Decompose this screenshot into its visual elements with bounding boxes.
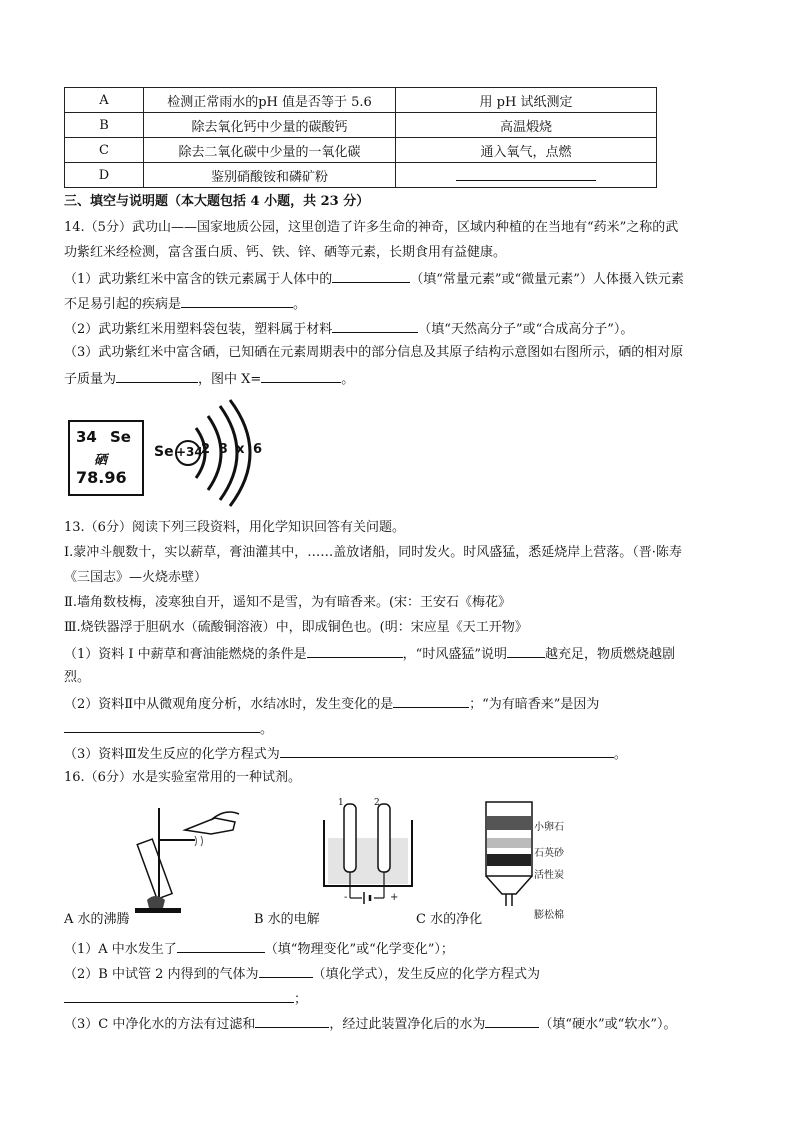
answer-blank[interactable] xyxy=(280,743,614,758)
q14-part3-line1: （3）武功紫红米中富含硒，已知硒在元素周期表中的部分信息及其原子结构示意图如右图所示，硒的相对原 xyxy=(64,345,684,360)
q13-material3: Ⅲ.烧铁器浮于胆矾水（硫酸铜溶液）中，即成铜色也。(明：宋应星《天工开物》 xyxy=(64,620,528,635)
boiling-apparatus-figure xyxy=(125,800,255,915)
q16-p3-text: （3）C 中净化水的方法有过滤和 xyxy=(64,1017,256,1032)
row-letter: B xyxy=(65,113,144,138)
answer-blank[interactable] xyxy=(116,368,198,383)
layer-label-cotton: 膨松棉 xyxy=(534,910,564,921)
tube-label-2: 2 xyxy=(374,798,380,808)
q14-part3-line2 xyxy=(64,368,354,390)
q13-part1-line1 xyxy=(64,643,675,665)
q16-part1 xyxy=(64,938,454,960)
nucleus-charge: +34 xyxy=(176,445,203,459)
q16-p3-text3: （填“硬水”或“软水”）。 xyxy=(539,1017,677,1032)
answer-blank[interactable] xyxy=(64,718,260,733)
answer-blank[interactable] xyxy=(507,643,545,658)
q13-part3 xyxy=(64,743,627,765)
row-purpose: 检测正常雨水的pH 值是否等于 5.6 xyxy=(144,88,396,113)
layer-label-sand: 石英砂 xyxy=(534,848,564,859)
answer-blank[interactable] xyxy=(259,963,313,978)
q14-p3-text: 子质量为 xyxy=(64,372,117,387)
punct: 。 xyxy=(341,372,355,387)
answer-blank[interactable] xyxy=(64,988,294,1003)
table-row xyxy=(65,113,657,138)
q14-p3-text2: ，图中 X= xyxy=(198,372,262,387)
row-method: 通入氧气，点燃 xyxy=(396,138,657,163)
q13-p2-text2: ；“为有暗香来”是因为 xyxy=(469,697,600,712)
q13-p1-text3: 越充足，物质燃烧越剧 xyxy=(544,647,675,662)
row-letter: D xyxy=(65,163,144,188)
answer-blank[interactable] xyxy=(181,293,293,308)
atom-structure-diagram xyxy=(150,398,263,508)
row-purpose: 除去二氧化碳中少量的一氧化碳 xyxy=(144,138,396,163)
q14-stem-2: 功紫红米经检测，富含蛋白质、钙、铁、锌、硒等元素，长期食用有益健康。 xyxy=(64,245,507,260)
options-table xyxy=(64,87,657,188)
atom-symbol: Se xyxy=(154,444,174,460)
row-method: 高温煅烧 xyxy=(396,113,657,138)
element-symbol: Se xyxy=(110,428,131,446)
row-letter: C xyxy=(65,138,144,163)
figure-caption-c: C 水的净化 xyxy=(416,912,483,927)
q13-stem: 13.（6分）阅读下列三段资料，用化学知识回答有关问题。 xyxy=(64,520,405,535)
table-row xyxy=(65,163,657,188)
element-name: 硒 xyxy=(94,453,108,468)
periodic-element-box xyxy=(68,420,144,496)
answer-blank[interactable] xyxy=(177,938,265,953)
q14-part1-line1 xyxy=(64,268,684,290)
q13-p2-text: （2）资料Ⅱ中从微观角度分析，水结冰时，发生变化的是 xyxy=(64,697,394,712)
answer-blank[interactable] xyxy=(307,643,403,658)
q16-part3 xyxy=(64,1013,676,1035)
row-method-blank[interactable] xyxy=(396,163,657,188)
table-row xyxy=(65,138,657,163)
punct: ； xyxy=(294,992,308,1007)
q13-p1-text: （1）资料 I 中薪草和膏油能燃烧的条件是 xyxy=(64,647,307,662)
q16-p2-text2: （填化学式），发生反应的化学方程式为 xyxy=(312,967,541,982)
q16-p2-text: （2）B 中试管 2 内得到的气体为 xyxy=(64,967,259,982)
atomic-mass: 78.96 xyxy=(76,468,127,487)
electrode-minus-label: - xyxy=(344,892,348,903)
row-purpose: 除去氧化钙中少量的碳酸钙 xyxy=(144,113,396,138)
answer-blank[interactable] xyxy=(485,1013,539,1028)
q14-stem-1: 14.（5分）武功山——国家地质公园，这里创造了许多生命的神奇，区域内种植的在当地有“药米”之称的武 xyxy=(64,220,679,235)
q16-p1-text2: （填“物理变化”或“化学变化”）； xyxy=(264,942,454,957)
row-letter: A xyxy=(65,88,144,113)
layer-label-pebble: 小卵石 xyxy=(534,822,564,833)
q14-p1-text: （1）武功紫红米中富含的铁元素属于人体中的 xyxy=(64,272,333,287)
answer-blank[interactable] xyxy=(332,318,418,333)
q13-part2-line1 xyxy=(64,693,599,715)
row-method: 用 pH 试纸测定 xyxy=(396,88,657,113)
electrode-plus-label: + xyxy=(390,892,399,903)
q16-p3-text2: ，经过此装置净化后的水为 xyxy=(329,1017,486,1032)
water-purifier-figure xyxy=(480,798,540,913)
q14-part2 xyxy=(64,318,633,340)
q14-part1-line2 xyxy=(64,293,306,315)
answer-blank[interactable] xyxy=(261,368,341,383)
q16-stem: 16.（6分）水是实验室常用的一种试剂。 xyxy=(64,770,301,785)
punct: 。 xyxy=(613,747,627,762)
q13-material1-line2: 《三国志》—火烧赤壁） xyxy=(64,570,208,585)
q13-material2: Ⅱ.墙角数枝梅，凌寒独自开，遥知不是雪，为有暗香来。(宋：王安石《梅花》 xyxy=(64,595,512,610)
q13-material1-line1: I.蒙冲斗舰数十，实以薪草，膏油灌其中，……盖放诸船，同时发火。时风盛猛，悉延烧岸上营落。（晋·陈寿 xyxy=(64,545,682,560)
q14-p2-text2: （填“天然高分子”或“合成高分子”）。 xyxy=(418,322,634,337)
q16-part2-line1 xyxy=(64,963,540,985)
q14-p1-text3: 不足易引起的疾病是 xyxy=(64,297,182,312)
q14-p2-text: （2）武功紫红米用塑料袋包装，塑料属于材料 xyxy=(64,322,333,337)
row-purpose: 鉴别硝酸铵和磷矿粉 xyxy=(144,163,396,188)
figure-caption-a: A 水的沸腾 xyxy=(64,912,130,927)
answer-blank[interactable] xyxy=(332,268,410,283)
q14-p1-text2: （填“常量元素”或“微量元素”）人体摄入铁元素 xyxy=(410,272,684,287)
q13-p3-text: （3）资料Ⅲ发生反应的化学方程式为 xyxy=(64,747,280,762)
punct: 。 xyxy=(293,297,307,312)
layer-label-carbon: 活性炭 xyxy=(534,870,564,881)
tube-label-1: 1 xyxy=(338,798,344,808)
section-title: 三、填空与说明题（本大题包括 4 小题，共 23 分） xyxy=(64,194,370,209)
shell-electrons: 2 8 x 6 xyxy=(201,442,263,457)
atomic-number: 34 xyxy=(76,428,97,446)
punct: 。 xyxy=(260,722,274,737)
q13-part2-line2 xyxy=(64,718,273,740)
q13-part1-line2: 烈。 xyxy=(64,670,91,685)
answer-blank[interactable] xyxy=(393,693,469,708)
figure-caption-b: B 水的电解 xyxy=(254,912,320,927)
answer-blank[interactable] xyxy=(255,1013,329,1028)
q13-p1-text2: ，“时风盛猛”说明 xyxy=(402,647,507,662)
electrolysis-apparatus-figure xyxy=(318,798,418,910)
q16-part2-line2 xyxy=(64,988,307,1010)
q16-p1-text: （1）A 中水发生了 xyxy=(64,942,177,957)
table-row xyxy=(65,88,657,113)
